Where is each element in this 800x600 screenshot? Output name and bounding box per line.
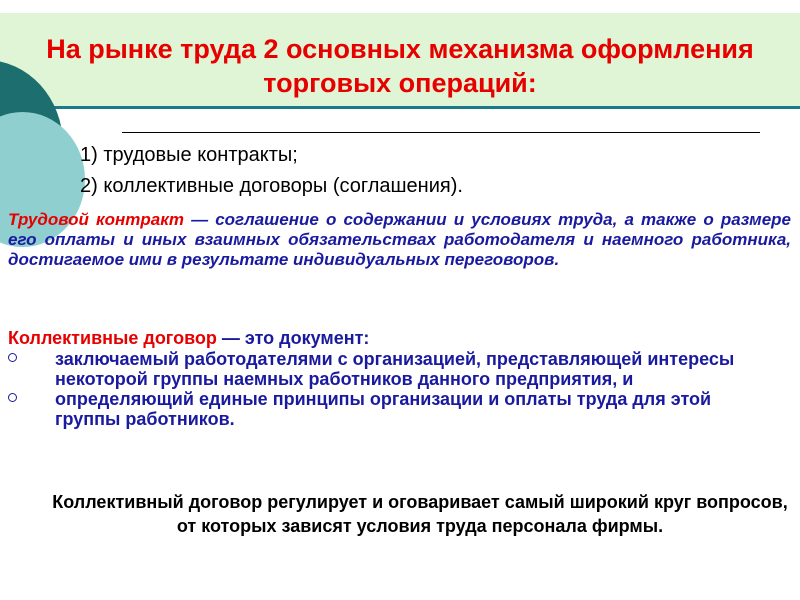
bullet-item [8,349,768,389]
collective-text: — это документ: [216,328,370,348]
collective-agreement-heading [8,328,369,349]
slide-title: На рынке труда 2 основных механизма оформления торговых операций: [46,34,754,98]
mechanism-item-2: 2) коллективные договоры (соглашения). [80,175,463,197]
circle-bullet-icon [8,393,17,402]
labor-contract-definition [8,210,791,270]
bullet-text: заключаемый работодателями с организацией, представляющей интересы некоторой группы наемных работников данного предприятия, и [55,349,735,389]
labor-contract-term: Трудовой контракт [8,210,184,229]
closing-paragraph: Коллективный договор регулирует и оговаривает самый широкий круг вопросов, от которых зависят условия труда персонала фирмы. [52,492,788,536]
divider-line [122,132,760,133]
title-underline [0,106,800,109]
collective-bullets [8,349,768,429]
bullet-item [8,389,768,429]
bullet-text: определяющий единые принципы организации и оплаты труда для этой группы работников. [55,389,712,429]
mechanisms-list [80,140,463,202]
labor-contract-text: — соглашение о содержании и условиях труда, а также о размере его оплаты и иных взаимных обязательствах работодателя и наемного работника, достигаемое ими в результате индивидуальных переговоров. [8,210,792,269]
collective-term: Коллективные договор [8,328,217,348]
mechanism-item-1: 1) трудовые контракты; [80,144,298,166]
circle-bullet-icon [8,353,17,362]
